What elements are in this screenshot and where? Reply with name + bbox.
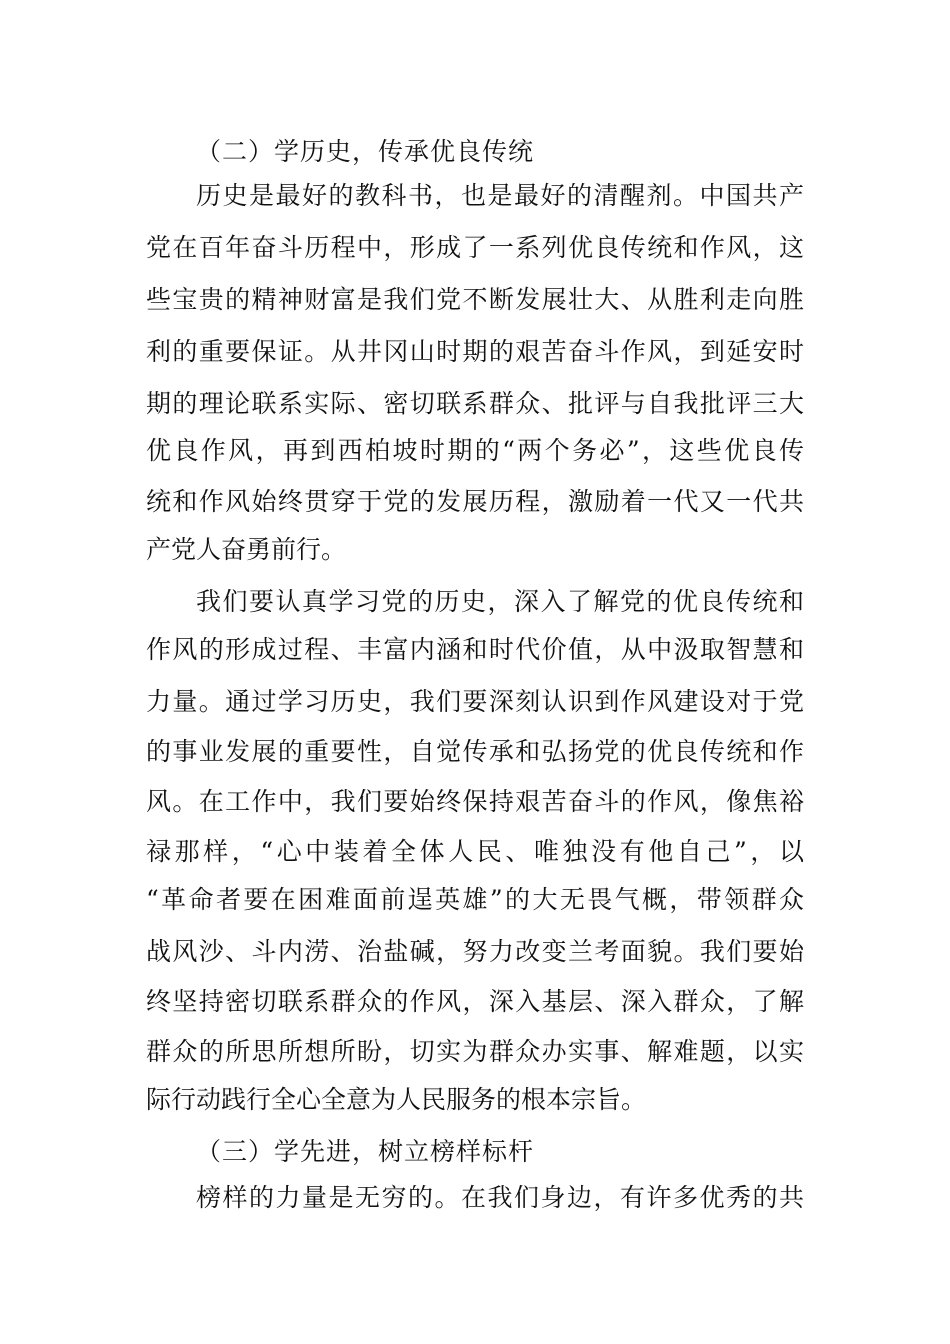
paragraph-2-line-3: 力量。通过学习历史，我们要深刻认识到作风建设对于党 xyxy=(146,687,804,716)
paragraph-2-line-7: “革命者要在困难面前逞英雄”的大无畏气概，带领群众 xyxy=(146,885,804,914)
paragraph-2-line-11: 际行动践行全心全意为人民服务的根本宗旨。 xyxy=(146,1085,647,1114)
section-heading-2: （二）学历史，传承优良传统 xyxy=(196,137,535,166)
paragraph-2-line-8: 战风沙、斗内涝、治盐碱，努力改变兰考面貌。我们要始 xyxy=(146,937,804,966)
paragraph-2-line-4: 的事业发展的重要性，自觉传承和弘扬党的优良传统和作 xyxy=(146,737,804,766)
paragraph-1-line-6: 优良作风，再到西柏坡时期的“两个务必”，这些优良传 xyxy=(146,436,804,465)
paragraph-2-line-1: 我们要认真学习党的历史，深入了解党的优良传统和 xyxy=(196,587,804,616)
paragraph-1-line-1: 历史是最好的教科书，也是最好的清醒剂。中国共产 xyxy=(196,181,804,210)
paragraph-2-line-9: 终坚持密切联系群众的作风，深入基层、深入群众，了解 xyxy=(146,987,804,1016)
paragraph-2-line-5: 风。在工作中，我们要始终保持艰苦奋斗的作风，像焦裕 xyxy=(146,787,804,816)
paragraph-1-line-4: 利的重要保证。从井冈山时期的艰苦奋斗作风，到延安时 xyxy=(146,337,804,366)
section-heading-3: （三）学先进，树立榜样标杆 xyxy=(196,1137,535,1166)
paragraph-1-line-3: 些宝贵的精神财富是我们党不断发展壮大、从胜利走向胜 xyxy=(146,285,804,314)
paragraph-1-line-2: 党在百年奋斗历程中，形成了一系列优良传统和作风，这 xyxy=(146,233,804,262)
paragraph-1-line-5: 期的理论联系实际、密切联系群众、批评与自我批评三大 xyxy=(146,389,804,418)
paragraph-3-line-1: 榜样的力量是无穷的。在我们身边，有许多优秀的共 xyxy=(196,1183,804,1212)
paragraph-1-line-8: 产党人奋勇前行。 xyxy=(146,535,347,564)
paragraph-1-line-7: 统和作风始终贯穿于党的发展历程，激励着一代又一代共 xyxy=(146,487,804,516)
paragraph-2-line-10: 群众的所思所想所盼，切实为群众办实事、解难题，以实 xyxy=(146,1037,804,1066)
paragraph-2-line-6: 禄那样，“心中装着全体人民、唯独没有他自己”，以 xyxy=(146,837,804,866)
paragraph-2-line-2: 作风的形成过程、丰富内涵和时代价值，从中汲取智慧和 xyxy=(146,635,804,664)
